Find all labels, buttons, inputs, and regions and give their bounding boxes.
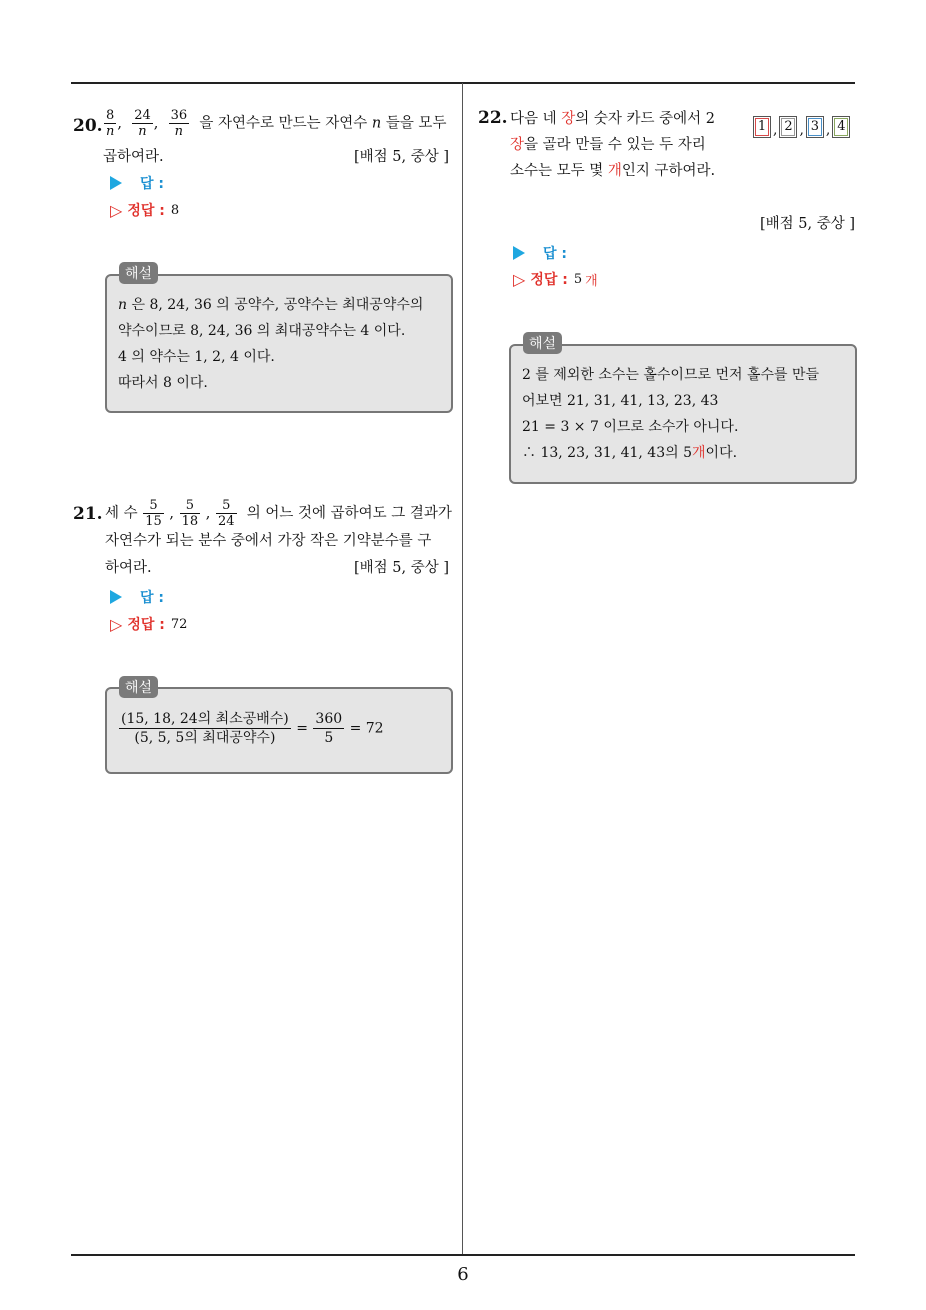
correct-value: 72	[170, 616, 188, 632]
answer-row	[110, 173, 164, 193]
fraction: $\frac{5}{24}$	[217, 498, 235, 529]
number-card: 4	[832, 116, 850, 138]
solution-tag: 해설	[119, 262, 158, 284]
score-meta: [배점 5, 중상 ]	[354, 560, 450, 576]
correct-label: 정답 :	[127, 617, 165, 633]
outline-triangle-icon: ▷	[513, 269, 526, 289]
play-triangle-icon	[110, 176, 122, 190]
outline-triangle-icon: ▷	[110, 200, 123, 220]
solution-text: 2 를 제외한 소수는 홀수이므로 먼저 홀수를 만들 어보면 21, 31, 41, 13, 23, 43 21 = 3 × 7 이므로 소수가 아니다. ∴ 13, 23, 31, 41, 43의 5개이다.	[522, 367, 820, 461]
outline-triangle-icon: ▷	[110, 614, 123, 634]
fraction: $\frac{5}{18}$	[181, 498, 199, 529]
play-triangle-icon	[110, 590, 122, 604]
column-divider	[462, 83, 463, 1255]
fraction: $\frac{5}{15}$	[145, 498, 162, 529]
number-card: 1	[753, 116, 771, 138]
correct-label: 정답 :	[127, 203, 165, 219]
correct-value: 5	[573, 271, 583, 287]
correct-value: 8	[170, 202, 180, 218]
number-card: 2	[779, 116, 797, 138]
solution-tag: 해설	[119, 676, 158, 698]
fraction: $\frac{24}{n}$	[134, 108, 151, 139]
fraction: $\frac{\text{(15, 18, 24의 최소공배수)}}{\text{(5, 5, 5의 최대공약수)}}$	[121, 711, 289, 746]
solution-tag: 해설	[523, 332, 562, 354]
answer-label: 답 :	[140, 590, 164, 606]
question-text: 다음 네 장의 숫자 카드 중에서 2 장을 골라 만들 수 있는 두 자리 소수는 모두 몇 개인지 구하여라.	[510, 111, 716, 179]
bottom-rule	[71, 1254, 855, 1256]
answer-row	[513, 243, 567, 263]
question-line-3: 하여라.	[105, 560, 152, 576]
question-number: 22.	[478, 108, 508, 128]
score-meta: [배점 5, 중상 ]	[760, 216, 856, 232]
fraction: $\frac{36}{n}$	[170, 108, 188, 139]
answer-label: 답 :	[543, 246, 567, 262]
correct-answer-row	[513, 269, 598, 289]
solution-text: n 은 8, 24, 36 의 공약수, 공약수는 최대공약수의 약수이므로 8, 24, 36 의 최대공약수는 4 이다. 4 의 약수는 1, 2, 4 이다. 따라서 8 이다.	[118, 297, 424, 391]
number-card: 3	[806, 116, 824, 138]
question-line-1: $\frac{8}{n}$ , $\frac{24}{n}$ , $\frac{36}{n}$ 을 자연수로 만드는 자연수 n 들을 모두	[106, 108, 447, 139]
question-line-1: 세 수 $\frac{5}{15}$ , $\frac{5}{18}$ , $\frac{5}{24}$ 의 어느 것에 곱하여도 그 결과가	[105, 498, 452, 529]
correct-label: 정답 :	[530, 272, 568, 288]
play-triangle-icon	[513, 246, 525, 260]
question-number: 20.	[73, 116, 103, 136]
top-rule	[71, 82, 855, 84]
question-number: 21.	[73, 504, 103, 524]
page-number: 6	[457, 1264, 469, 1285]
fraction: $\frac{8}{n}$	[106, 108, 115, 139]
correct-unit: 개	[585, 273, 598, 289]
correct-answer-row	[110, 200, 179, 220]
solution-equation: $\frac{\text{(15, 18, 24의 최소공배수)}}{\text{(5, 5, 5의 최대공약수)}}$ = $\frac{360}{5}$ = 72	[121, 711, 384, 746]
answer-row	[110, 587, 164, 607]
question-line-2: 자연수가 되는 분수 중에서 가장 작은 기약분수를 구	[105, 533, 432, 549]
fraction: $\frac{360}{5}$	[315, 711, 343, 746]
question-line-2: 곱하여라.	[103, 149, 164, 165]
score-meta: [배점 5, 중상 ]	[354, 149, 450, 165]
number-cards: 1 , 2 , 3 , 4	[752, 116, 851, 138]
answer-label: 답 :	[140, 176, 164, 192]
correct-answer-row	[110, 614, 187, 634]
